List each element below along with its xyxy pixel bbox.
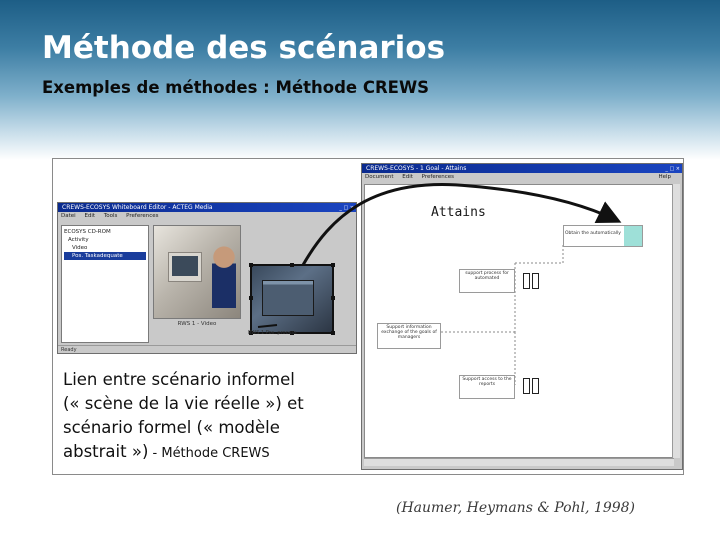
menu-item-help[interactable]: Help [658,174,671,180]
annotation-text [63,368,353,466]
tree-item-selected[interactable]: Pos. Taskadequate [64,252,146,260]
and-operator-icon [532,378,539,394]
monitor-screen [172,256,198,276]
resize-handle[interactable] [249,263,253,267]
resize-handle[interactable] [249,296,253,300]
and-operator-icon [523,378,530,394]
resize-handle[interactable] [331,296,335,300]
goal-node-target[interactable] [563,225,643,247]
annotation-line: Lien entre scénario informel [63,370,295,389]
slide-title: Méthode des scénarios [42,30,446,66]
slide-subtitle: Exemples de méthodes : Méthode CREWS [42,78,430,97]
annotation-line: scénario formel (« modèle [63,418,280,437]
video-frame[interactable] [153,225,241,319]
horizontal-scrollbar[interactable] [364,458,674,466]
annotation-line: (« scène de la vie réelle ») et [63,394,304,413]
resize-handle[interactable] [331,263,335,267]
zoomed-snapshot[interactable] [250,264,334,334]
vertical-scrollbar[interactable] [672,184,680,458]
tree-item[interactable]: ECOSYS CD-ROM [64,229,111,235]
attains-label: Attains [431,205,486,220]
snapshot-caption: RWS 1 Pos. process [248,330,297,336]
annotation-line-last [63,440,353,466]
citation: (Haumer, Heymans & Pohl, 1998) [396,500,636,516]
person-image [212,246,236,308]
menu-item-edit[interactable]: Edit [402,174,413,180]
goal-node-label: support process for automated [465,271,509,281]
tree-item[interactable]: Video [72,245,88,251]
goal-node-label: Support access to the reports [462,377,512,387]
menu-item-preferences[interactable]: Preferences [126,213,159,219]
goal-node[interactable] [459,269,515,293]
diagram-menubar [362,173,682,182]
annotation-method-label: - Méthode CREWS [148,446,270,461]
menu-item-document[interactable]: Document [365,174,394,180]
whiteboard-titlebar [58,203,356,212]
diagram-title: CREWS-ECOSYS - 1 Goal - Attains [366,165,467,172]
goal-node[interactable] [377,323,441,349]
menu-item-tools[interactable]: Tools [103,213,118,219]
resize-handle[interactable] [290,263,294,267]
status-bar: Ready [58,345,356,353]
tree-item[interactable]: Activity [68,237,89,243]
whiteboard-menubar [58,212,356,221]
and-operator-icon [523,273,530,289]
diagram-titlebar [362,164,682,173]
window-controls[interactable]: _ □ × [665,166,680,172]
menu-item-datei[interactable]: Datei [61,213,76,219]
and-operator-icon [532,273,539,289]
menu-item-preferences[interactable]: Preferences [421,174,455,180]
goal-node-label: Obtain the automatically [565,231,621,236]
goal-node-label: Support information exchange of the goals of managers [381,325,437,340]
diagram-canvas[interactable] [364,184,674,458]
node-highlight [624,226,642,246]
video-caption: RWS 1 - Video [177,321,217,327]
goal-node[interactable] [459,375,515,399]
window-controls[interactable]: _ □ × [339,205,354,211]
whiteboard-title: CREWS-ECOSYS Whiteboard Editor - ACTEG Media [62,204,213,211]
diagram-editor-window [361,163,683,470]
monitor-image [168,252,202,282]
scenario-tree [61,225,149,343]
menu-item-edit[interactable]: Edit [84,213,96,219]
annotation-line: abstrait ») [63,442,149,461]
